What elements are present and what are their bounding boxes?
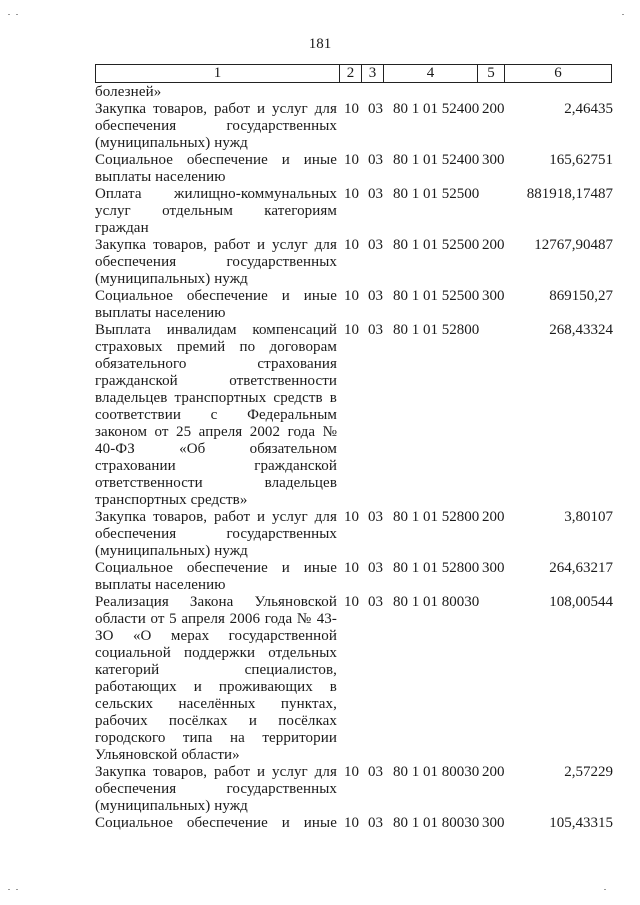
table-row [95, 594, 635, 764]
row-target-code: 80 1 01 52400 [393, 101, 480, 117]
row-section: 10 [344, 815, 359, 831]
row-amount: 2,46435 [564, 101, 613, 117]
row-target-code: 80 1 01 52800 [393, 560, 480, 576]
row-section: 10 [344, 186, 359, 202]
column-header-6: 6 [505, 65, 612, 83]
row-amount: 165,62751 [549, 152, 613, 168]
row-section: 10 [344, 594, 359, 610]
table-row [95, 186, 635, 237]
row-expense-type: 300 [482, 288, 505, 304]
page-number: 181 [308, 36, 332, 52]
scan-speck [604, 889, 606, 890]
row-amount: 3,80107 [564, 509, 613, 525]
row-name: Социальное обеспечение и иные [95, 815, 337, 831]
row-subsection: 03 [368, 815, 383, 831]
table-row [95, 509, 635, 560]
row-name: Социальное обеспечение и иные выплаты населению [95, 288, 337, 321]
row-section: 10 [344, 288, 359, 304]
column-header-5: 5 [478, 65, 505, 83]
table-row [95, 237, 635, 288]
row-amount: 108,00544 [549, 594, 613, 610]
table-row [95, 152, 635, 186]
row-amount: 869150,27 [549, 288, 613, 304]
scan-speck [16, 889, 18, 890]
row-amount: 12767,90487 [534, 237, 613, 253]
row-target-code: 80 1 01 52400 [393, 152, 480, 168]
scan-speck [8, 889, 10, 890]
row-target-code: 80 1 01 52500 [393, 237, 480, 253]
table-row [95, 101, 635, 152]
row-name: Выплата инвалидам компенсаций страховых премий по договорам обязательного страхования гражданской ответственности владельцев транспортных средств в соответствии с Федеральным законом от 25 апреля 2002 года № 40-ФЗ «Об обязательном страховании гражданской ответственности владельцев транспортных средств» [95, 322, 337, 508]
row-section: 10 [344, 560, 359, 576]
scan-speck [16, 14, 18, 15]
scan-speck [622, 14, 624, 15]
row-expense-type: 300 [482, 560, 505, 576]
table-row [95, 764, 635, 815]
row-name: Закупка товаров, работ и услуг для обеспечения государственных (муниципальных) нужд [95, 764, 337, 814]
row-amount: 264,63217 [549, 560, 613, 576]
row-expense-type: 200 [482, 237, 505, 253]
row-section: 10 [344, 152, 359, 168]
row-subsection: 03 [368, 509, 383, 525]
column-header-4: 4 [384, 65, 478, 83]
column-header-2: 2 [340, 65, 362, 83]
table-header [95, 64, 612, 83]
table-row [95, 84, 635, 101]
row-section: 10 [344, 322, 359, 338]
column-header-1: 1 [96, 65, 340, 83]
row-section: 10 [344, 101, 359, 117]
column-header-3: 3 [362, 65, 384, 83]
row-section: 10 [344, 509, 359, 525]
row-target-code: 80 1 01 52800 [393, 509, 480, 525]
row-subsection: 03 [368, 101, 383, 117]
row-amount: 268,43324 [549, 322, 613, 338]
row-expense-type: 200 [482, 509, 505, 525]
table-row [95, 560, 635, 594]
row-expense-type: 200 [482, 101, 505, 117]
row-expense-type: 300 [482, 152, 505, 168]
row-expense-type: 300 [482, 815, 505, 831]
row-subsection: 03 [368, 560, 383, 576]
row-amount: 105,43315 [549, 815, 613, 831]
row-name: Оплата жилищно-коммунальных услуг отдельным категориям граждан [95, 186, 337, 236]
row-subsection: 03 [368, 594, 383, 610]
row-target-code: 80 1 01 52500 [393, 288, 480, 304]
row-amount: 881918,17487 [526, 186, 613, 202]
row-subsection: 03 [368, 288, 383, 304]
row-subsection: 03 [368, 764, 383, 780]
row-subsection: 03 [368, 152, 383, 168]
row-name: Закупка товаров, работ и услуг для обеспечения государственных (муниципальных) нужд [95, 237, 337, 287]
row-target-code: 80 1 01 52800 [393, 322, 480, 338]
row-target-code: 80 1 01 52500 [393, 186, 480, 202]
row-amount: 2,57229 [564, 764, 613, 780]
table-row [95, 815, 635, 832]
row-target-code: 80 1 01 80030 [393, 815, 480, 831]
row-expense-type: 200 [482, 764, 505, 780]
budget-table-body [95, 84, 635, 832]
row-name: Социальное обеспечение и иные выплаты населению [95, 152, 337, 185]
row-name: болезней» [95, 84, 162, 100]
row-target-code: 80 1 01 80030 [393, 594, 480, 610]
row-name: Закупка товаров, работ и услуг для обеспечения государственных (муниципальных) нужд [95, 509, 337, 559]
row-section: 10 [344, 237, 359, 253]
table-row [95, 288, 635, 322]
row-section: 10 [344, 764, 359, 780]
row-subsection: 03 [368, 237, 383, 253]
scan-speck [8, 14, 10, 15]
row-name: Закупка товаров, работ и услуг для обеспечения государственных (муниципальных) нужд [95, 101, 337, 151]
row-name: Реализация Закона Ульяновской области от 5 апреля 2006 года № 43-ЗО «О мерах государственной социальной поддержки отдельных категорий специалистов, работающих и проживающих в сельских населённых пунктах, рабочих посёлках и посёлках городского типа на территории Ульяновской области» [95, 594, 337, 763]
table-row [95, 322, 635, 509]
row-target-code: 80 1 01 80030 [393, 764, 480, 780]
row-subsection: 03 [368, 322, 383, 338]
row-name: Социальное обеспечение и иные выплаты населению [95, 560, 337, 593]
row-subsection: 03 [368, 186, 383, 202]
